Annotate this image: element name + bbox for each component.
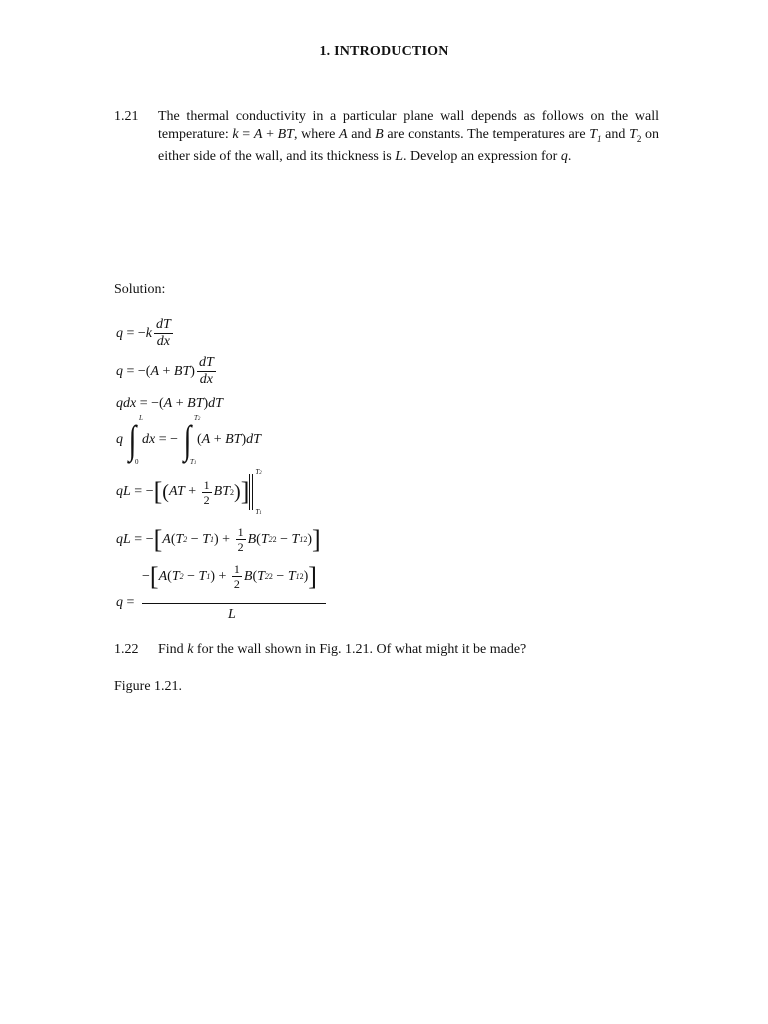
page-title: 1. INTRODUCTION	[319, 44, 449, 59]
problem-1-21	[114, 108, 659, 165]
equation-1: q = − k $\frac{dT}{dx}$	[116, 317, 171, 349]
fraction: $\frac{dT}{dx}$	[198, 355, 214, 387]
problem-number: 1.21	[114, 109, 139, 124]
fraction: $\frac{1}{2}$	[237, 525, 244, 554]
problem-text-rich: Find k for the wall shown in Fig. 1.21. Of what might it be made?	[158, 642, 527, 657]
evaluation-bar: T2 T1	[249, 474, 259, 510]
problem-1-22	[114, 641, 659, 659]
integral-sign: ∫ L 0	[128, 414, 143, 466]
document-page: 1. INTRODUCTION 1.21 The thermal conductivity in a particular plane wall depends as follows on the wall temperature: k = A + BT, where A and B are constants. The temperatures are $T_1$ and $T_2$ on either side of the wall, and its thickness is L. Develop an expression for q. Solution: q = − k $\frac{dT}{dx}$ q = −( A + BT ) $\frac{dT}{dx}$ qdx = −( A + BT ) dT q ∫ L 0 dx = − ∫ T2 T1 ( A + BT ) dT qL = − [ ( AT + $\frac{1}{2}$ BT 2 ) ] T2 T1 qL = − [ A ( T 2 − T 1 ) + $\frac{1}{2}$ B ( T 2 2 − T 1 2 ) ] q = − [ A ( T 2 − T 1 ) + $\frac{1}{2}$ B ( T 2 2 − T 1 2 ) ] L 1.22 Find k for the wall shown in Fig. 1.21. Of what might it be made? Figure 1.21.	[0, 0, 768, 1024]
equation-3: qdx = −( A + BT ) dT	[116, 396, 223, 411]
solution-label: Solution:	[114, 282, 166, 297]
fraction: $\frac{1}{2}$	[203, 477, 210, 507]
fraction-bar	[142, 603, 326, 604]
fraction: $\frac{1}{2}$	[233, 562, 240, 591]
equation-6: qL = − [ A ( T 2 − T 1 ) + $\frac{1}{2}$ B ( T 2 2 − T 1 2 ) ]	[116, 524, 321, 554]
fraction-denominator: L	[228, 607, 236, 622]
problem-text	[158, 641, 659, 659]
problem-text	[158, 108, 659, 165]
problem-text-rich: The thermal conductivity in a particular plane wall depends as follows on the wall temperature: k = A + BT, where A and B are constants. The temperatures are $T_1$ and $T_2$ on either side of the wall, and its thickness is L. Develop an expression for q.	[158, 109, 660, 164]
problem-number: 1.22	[114, 642, 139, 657]
fraction-numerator: − [ A ( T 2 − T 1 ) + $\frac{1}{2}$ B ( T 2 2 − T 1 2 ) ]	[142, 561, 317, 591]
figure-caption: Figure 1.21.	[114, 679, 183, 694]
equation-4: q ∫ L 0 dx = − ∫ T2 T1 ( A + BT ) dT	[116, 414, 261, 466]
fraction: $\frac{dT}{dx}$	[156, 317, 171, 349]
integral-sign: ∫ T2 T1	[183, 414, 201, 466]
equation-2: q = −( A + BT ) $\frac{dT}{dx}$	[116, 355, 214, 387]
equation-5: qL = − [ ( AT + $\frac{1}{2}$ BT 2 ) ] T2 T1	[116, 468, 262, 516]
